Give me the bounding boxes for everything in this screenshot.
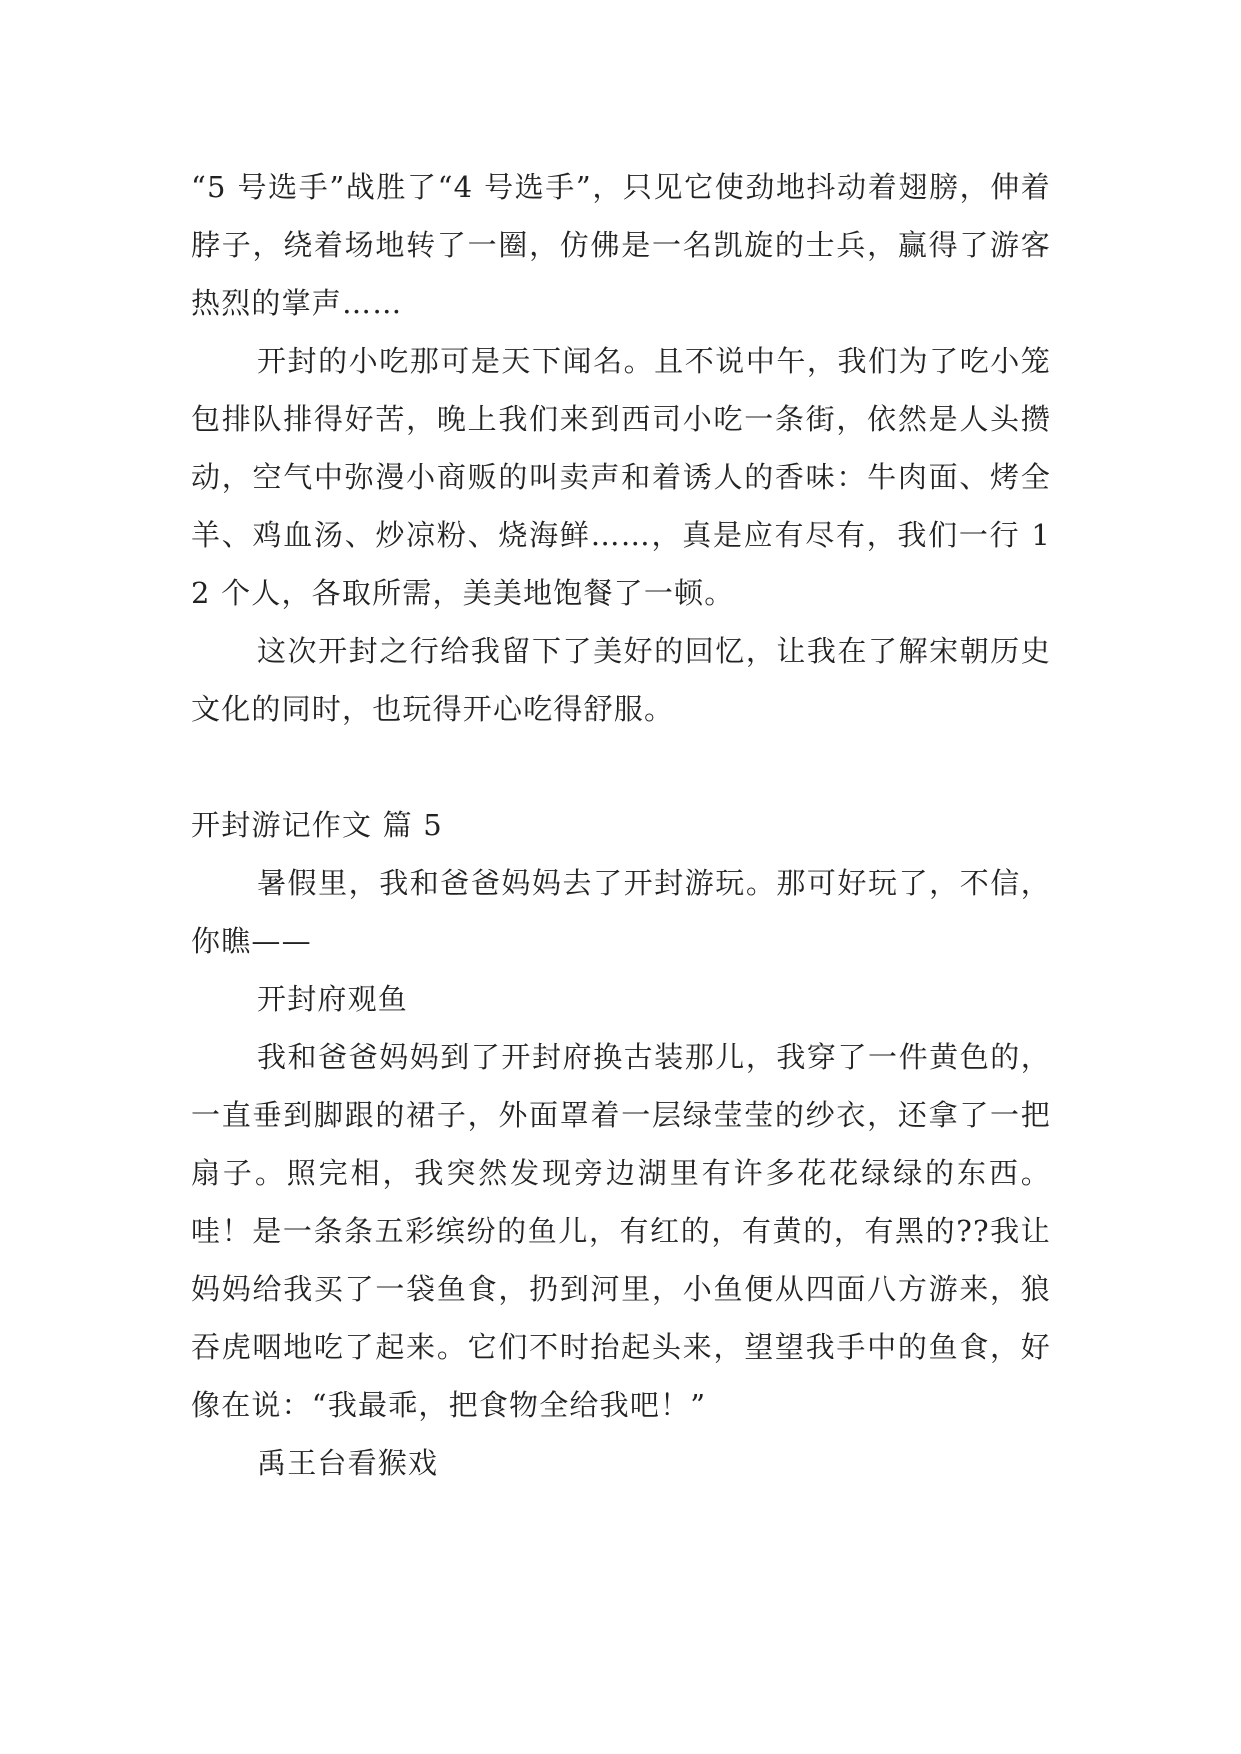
- paragraph-conclusion: 这次开封之行给我留下了美好的回忆，让我在了解宋朝历史文化的同时，也玩得开心吃得舒服。: [191, 634, 1051, 726]
- paragraph-cricket-fight: “5 号选手”战胜了“4 号选手”，只见它使劲地抖动着翅膀，伸着脖子，绕着场地转了一圈，仿佛是一名凯旋的士兵，赢得了游客热烈的掌声……: [191, 170, 1051, 320]
- subheading-fish-watching: 开封府观鱼: [257, 982, 409, 1016]
- section-title: 开封游记作文 篇 5: [191, 808, 443, 842]
- subheading-monkey-show: 禹王台看猴戏: [257, 1446, 439, 1480]
- paragraph-snacks: 开封的小吃那可是天下闻名。且不说中午，我们为了吃小笼包排队排得好苦，晚上我们来到西司小吃一条街，依然是人头攒动，空气中弥漫小商贩的叫卖声和着诱人的香味：牛肉面、烤全羊、鸡血汤、炒凉粉、烧海鲜……，真是应有尽有，我们一行 12 个人，各取所需，美美地饱餐了一顿。: [191, 344, 1051, 610]
- paragraph-fish-watching: 我和爸爸妈妈到了开封府换古装那儿，我穿了一件黄色的，一直垂到脚跟的裙子，外面罩着一层绿莹莹的纱衣，还拿了一把扇子。照完相，我突然发现旁边湖里有许多花花绿绿的东西。哇！是一条条五彩缤纷的鱼儿，有红的，有黄的，有黑的??我让妈妈给我买了一袋鱼食，扔到河里，小鱼便从四面八方游来，狼吞虎咽地吃了起来。它们不时抬起头来，望望我手中的鱼食，好像在说：“我最乖，把食物全给我吧！”: [191, 1040, 1051, 1422]
- document-page: [191, 158, 1051, 1492]
- paragraph-intro: 暑假里，我和爸爸妈妈去了开封游玩。那可好玩了，不信，你瞧——: [191, 866, 1051, 958]
